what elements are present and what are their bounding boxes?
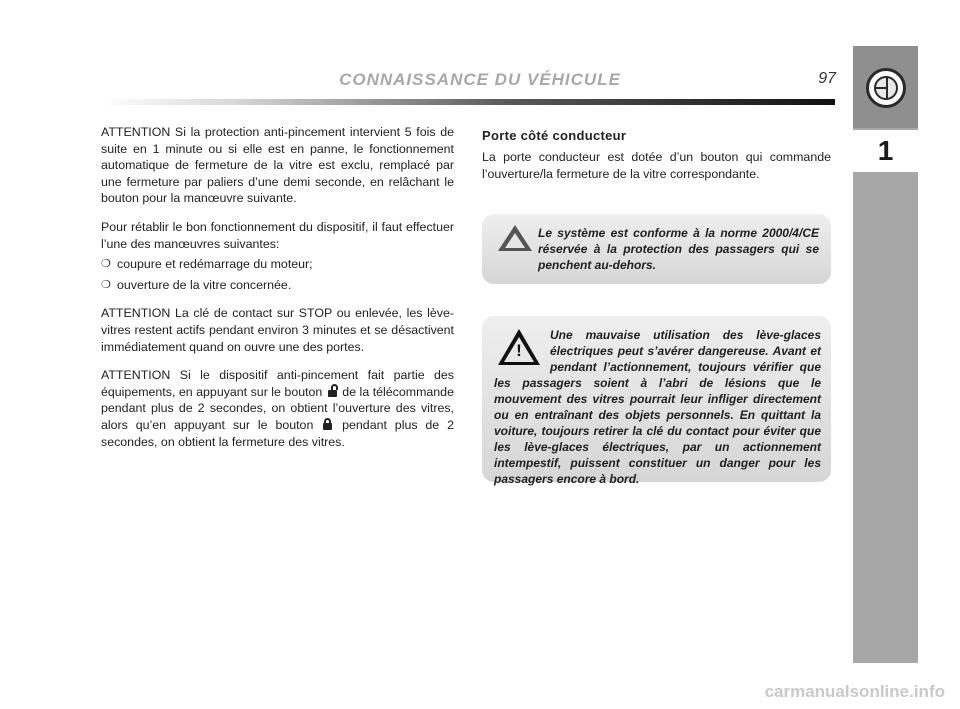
attention-paragraph-1: ATTENTION Si la protection anti-pincement intervient 5 fois de suite en 1 minute ou si elle est en panne, le fonctionnement automatique de fermeture de la vitre est exclu, remplacé par une fermeture par paliers d’une demi seconde, en relâchant le bouton pour la manœuvre suivante. — [101, 125, 454, 206]
para-text: de la télécommande pendant plus de 2 secondes, on obtient l’ouverture des vitres, alors qu’en appuyant sur le bouton — [101, 384, 454, 432]
bullet-icon: ❍ — [101, 258, 111, 271]
sidebar-logo-block — [853, 46, 918, 128]
attention-paragraph-2: ATTENTION La clé de contact sur STOP ou enlevée, les lève-vitres restent actifs pendant environ 3 minutes et se désactivent immédiatement quand on ouvre une des portes. — [101, 306, 454, 354]
lock-icon — [323, 418, 332, 430]
list-item-text: coupure et redémarrage du moteur; — [117, 257, 313, 272]
warning-triangle-icon — [498, 329, 540, 365]
list-item — [101, 256, 454, 273]
page-number: 97 — [818, 70, 836, 87]
bullet-icon: ❍ — [101, 278, 111, 291]
restore-paragraph: Pour rétablir le bon fonctionnement du dispositif, il faut effectuer l’une des manœuvres suivantes: — [101, 219, 454, 251]
left-column — [101, 124, 454, 462]
list-item-text: ouverture de la vitre concernée. — [117, 277, 292, 292]
exclamation-mark: ! — [516, 341, 522, 360]
page-header-title: CONNAISSANCE DU VÉHICULE — [339, 70, 621, 89]
environment-notice-text: Le système est conforme à la norme 2000/4/CE réservée à la protection des passagers qui se penchent au-dehors. — [538, 226, 819, 272]
header-rule — [100, 99, 835, 105]
chapter-number-tab: 1 — [853, 130, 918, 172]
environment-triangle-inner — [505, 233, 525, 248]
chapter-sidebar — [853, 46, 918, 663]
warning-notice — [482, 316, 831, 486]
para-text: pendant plus de 2 secondes, on obtient la fermeture des vitres. — [101, 417, 454, 449]
section-text: La porte conducteur est dotée d’un bouton qui commande l’ouverture/la fermeture de la vitre correspondante. — [482, 150, 831, 181]
right-column — [482, 124, 831, 182]
list-item — [101, 277, 454, 294]
unlock-icon — [328, 385, 337, 397]
sidebar-lower-band — [853, 174, 918, 663]
environment-notice — [482, 214, 831, 284]
warning-notice-text: Une mauvaise utilisation des lève-glaces électriques peut s’avérer dangereuse. Avant et pendant l’actionnement, toujours vérifier que les passagers soient à l’abri de lésions que le mouvement des vitres pourrait leur infliger directement ou en entraînant des objets personnels. En quittant la voiture, toujours retirer la clé du contact pour éviter que les lève-glaces électriques, par un actionnement intempestif, puissent constituer un danger pour les passagers encore à bord. — [494, 328, 821, 486]
para-text: ATTENTION Si le dispositif anti-pincement fait partie des équipements, en appuyant sur le bouton — [101, 368, 454, 399]
watermark: carmanualsonline.info — [764, 682, 945, 701]
attention-paragraph-3 — [101, 367, 454, 450]
logo-emblem — [874, 76, 898, 100]
section-heading: Porte côté conducteur — [482, 128, 627, 143]
alfa-romeo-logo-icon — [866, 68, 906, 108]
